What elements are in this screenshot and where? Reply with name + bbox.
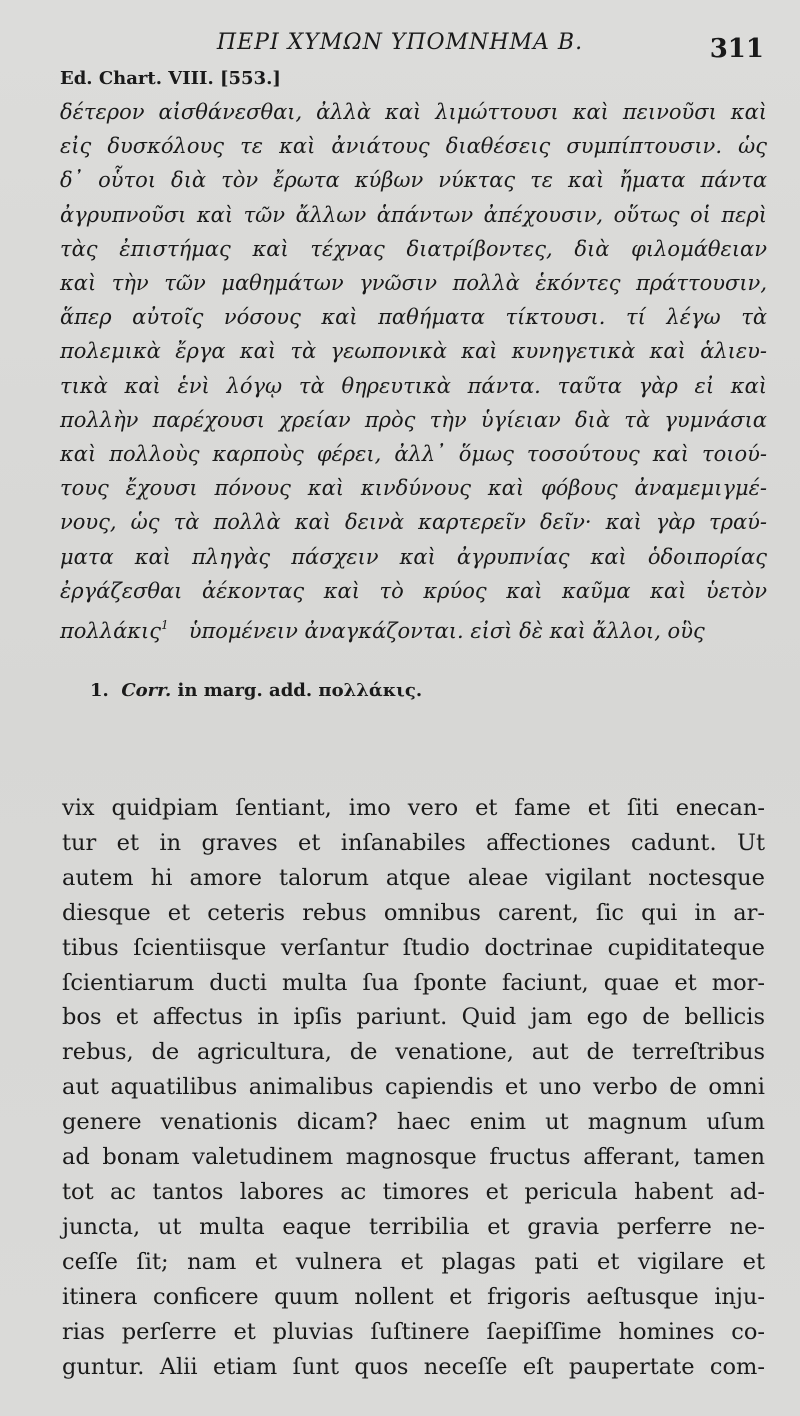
- greek-line: τους ἔχουσι πόνους καὶ κινδύνους καὶ φόβους ἀναμεμιγμέ-: [60, 476, 767, 501]
- greek-words: ὑπομένειν ἀναγκάζονται. εἰσὶ δὲ καὶ ἄλλοι, οὓς: [188, 619, 705, 644]
- greek-line: εἰς δυσκόλους τε καὶ ἀνιάτους διαθέσεις συμπίπτουσιν. ὡς: [60, 134, 767, 159]
- latin-line: bos et affectus in ipſis pariunt. Quid jam ego de bellicis: [62, 1004, 765, 1031]
- page-number: 311: [709, 34, 764, 64]
- latin-line: tot ac tantos labores ac timores et pericula habent ad-: [62, 1178, 765, 1205]
- latin-line: tur et in graves et inſanabiles affectiones cadunt. Ut: [62, 829, 765, 856]
- greek-line: τὰς ἐπιστήμας καὶ τέχνας διατρίβοντες, διὰ φιλομάθειαν: [60, 236, 767, 261]
- latin-line: vix quidpiam ſentiant, imo vero et fame et ſiti enecan-: [62, 795, 765, 821]
- latin-text-block: [62, 791, 765, 1384]
- latin-line: tibus ſcientiisque verſantur ſtudio doctrinae cupiditateque: [62, 934, 765, 961]
- latin-line: ad bonam valetudinem magnosque fructus afferant, tamen: [62, 1144, 765, 1171]
- greek-line: πολλὴν παρέχουσι χρείαν πρὸς τὴν ὑγίειαν διὰ τὰ γυμνάσια: [60, 407, 767, 432]
- latin-line: autem hi amore talorum atque aleae vigilant noctesque: [62, 864, 765, 891]
- footnote-marker[interactable]: 1: [161, 618, 169, 633]
- greek-line: τικὰ καὶ ἑνὶ λόγῳ τὰ θηρευτικὰ πάντα. ταῦτα γὰρ εἰ καὶ: [60, 373, 767, 398]
- latin-line: juncta, ut multa eaque terribilia et gravia perferre ne-: [62, 1213, 765, 1240]
- greek-line: ἅπερ αὐτοῖς νόσους καὶ παθήματα τίκτουσι. τί λέγω τὰ: [60, 305, 767, 330]
- greek-line: δέτερον αἰσθάνεσθαι, ἀλλὰ καὶ λιμώττουσι καὶ πεινοῦσι καὶ: [60, 100, 767, 124]
- latin-line: rebus, de agricultura, de venatione, aut de terreſtribus: [62, 1039, 765, 1066]
- running-header-title: ΠΕΡΙ ΧΥΜΩΝ ΥΠΟΜΝΗΜΑ Β.: [216, 30, 584, 55]
- latin-line: diesque et ceteris rebus omnibus carent, ſic qui in ar-: [62, 899, 765, 926]
- latin-line: itinera conficere quum nollent et frigoris aeſtusque inju-: [62, 1283, 765, 1310]
- latin-line: rias perſerre et pluvias ſuſtinere ſaepiſſime homines co-: [62, 1318, 765, 1345]
- greek-line: δ᾽ οὗτοι διὰ τὸν ἔρωτα κύβων νύκτας τε καὶ ἤματα πάντα: [60, 168, 767, 193]
- greek-line: ματα καὶ πληγὰς πάσχειν καὶ ἀγρυπνίας καὶ ὁδοιπορίας: [60, 544, 767, 569]
- show-through-texture: [92, 735, 782, 760]
- greek-line: νους, ὡς τὰ πολλὰ καὶ δεινὰ καρτερεῖν δεῖν· καὶ γὰρ τραύ-: [60, 510, 767, 535]
- latin-line: aut aquatilibus animalibus capiendis et uno verbo de omni: [62, 1074, 765, 1101]
- greek-line: πολεμικὰ ἔργα καὶ τὰ γεωπονικὰ καὶ κυνηγετικὰ καὶ ἁλιευ-: [60, 339, 767, 364]
- greek-line: ἐργάζεσθαι ἀέκοντας καὶ τὸ κρύος καὶ καῦμα καὶ ὑετὸν: [60, 578, 767, 603]
- latin-line: guntur. Alii etiam ſunt quos neceſſe eſt paupertate com-: [62, 1353, 765, 1380]
- footnote-corr: Corr.: [121, 680, 172, 701]
- greek-line: ἀγρυπνοῦσι καὶ τῶν ἄλλων ἁπάντων ἀπέχουσιν, οὕτως οἱ περὶ: [60, 202, 767, 227]
- footnote-number: 1.: [90, 680, 109, 701]
- edition-reference: Ed. Chart. VIII. [553.]: [60, 68, 281, 89]
- greek-text-block: [60, 95, 767, 648]
- latin-line: ceſſe ſit; nam et vulnera et plagas pati et vigilare et: [62, 1248, 765, 1275]
- latin-line: genere venationis dicam? haec enim ut magnum uſum: [62, 1109, 765, 1136]
- latin-line: ſcientiarum ducti multa ſua ſponte faciunt, quae et mor-: [62, 969, 765, 996]
- greek-line: [60, 608, 767, 648]
- footnote-text: in marg. add. πολλάκις.: [177, 680, 423, 701]
- footnote: [90, 680, 422, 701]
- greek-line: καὶ τὴν τῶν μαθημάτων γνῶσιν πολλὰ ἑκόντες πράττουσιν,: [60, 271, 767, 296]
- greek-line: καὶ πολλοὺς καρποὺς φέρει, ἀλλ᾽ ὅμως τοσούτους καὶ τοιού-: [60, 442, 767, 467]
- greek-word: πολλάκις: [60, 619, 162, 644]
